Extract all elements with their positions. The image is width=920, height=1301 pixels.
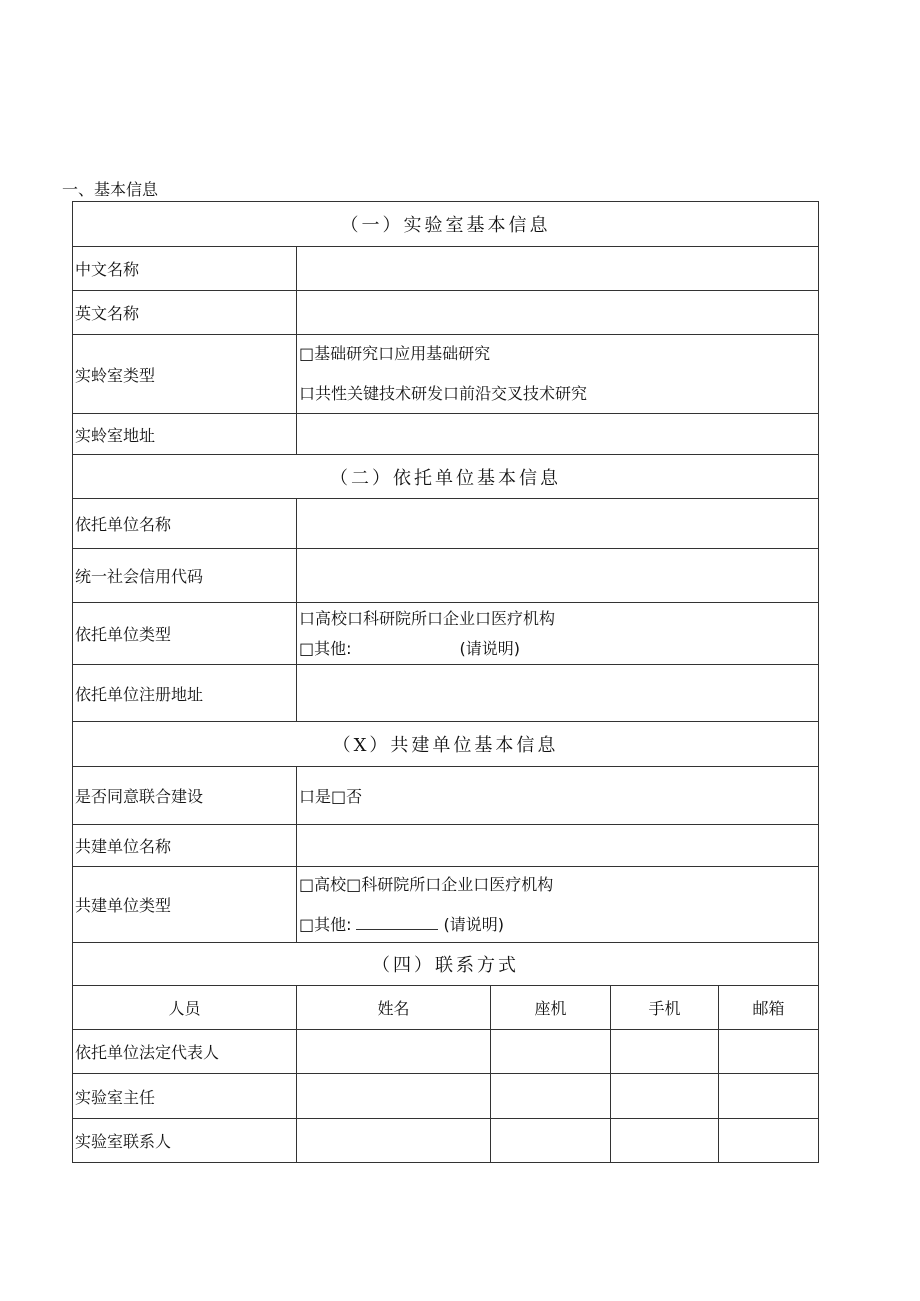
english-name-input[interactable] [297,291,819,335]
field-label: 依托单位注册地址 [73,665,297,722]
header-name: 姓名 [297,986,491,1030]
host-name-input[interactable] [297,499,819,549]
credit-code-input[interactable] [297,549,819,603]
email-cell[interactable] [719,1119,819,1163]
field-label: 共建单位类型 [73,867,297,943]
section-heading: 一、基本信息 [62,180,159,199]
field-label: 实蛉室地址 [73,414,297,455]
co-section-title: （X）共建单位基本信息 [73,722,819,767]
lab-section-title: （一）实验室基本信息 [73,202,819,247]
header-role: 人员 [73,986,297,1030]
host-address-input[interactable] [297,665,819,722]
table-row [73,1030,819,1074]
lab-type-line1[interactable]: □基础研究口应用基础研究 [299,344,491,363]
field-label: 英文名称 [73,291,297,335]
host-type-other[interactable] [299,639,818,659]
other-blank[interactable] [356,915,438,930]
role-label: 实验室联系人 [73,1119,297,1163]
explain-label: (请说明) [459,639,521,658]
explain-label: (请说明) [443,914,505,934]
lab-type-options[interactable] [297,335,819,414]
other-blank[interactable] [356,640,454,654]
joint-build-choice[interactable]: 口是□否 [297,767,819,825]
field-label: 共建单位名称 [73,825,297,867]
mobile-cell[interactable] [611,1074,719,1119]
email-cell[interactable] [719,1030,819,1074]
field-label: 实蛉室类型 [73,335,297,414]
host-type-line1[interactable]: 口高校口科研院所口企业口医疗机构 [299,609,556,628]
co-name-input[interactable] [297,825,819,867]
lab-type-line2[interactable]: 口共性关键技术研发口前沿交叉技术研究 [299,384,588,403]
header-landline: 座机 [491,986,611,1030]
name-cell[interactable] [297,1074,491,1119]
contact-table [72,942,819,1163]
chinese-name-input[interactable] [297,247,819,291]
lab-address-input[interactable] [297,414,819,455]
field-label: 依托单位类型 [73,603,297,665]
host-section-title: （二）依托单位基本信息 [73,455,819,499]
co-type-other[interactable] [299,915,818,935]
landline-cell[interactable] [491,1119,611,1163]
co-type-options[interactable] [297,867,819,943]
contact-section-title: （四）联系方式 [73,943,819,986]
field-label: 是否同意联合建设 [73,767,297,825]
role-label: 依托单位法定代表人 [73,1030,297,1074]
table-row [73,1074,819,1119]
landline-cell[interactable] [491,1074,611,1119]
host-type-options[interactable] [297,603,819,665]
landline-cell[interactable] [491,1030,611,1074]
header-mobile: 手机 [611,986,719,1030]
email-cell[interactable] [719,1074,819,1119]
other-label: □其他: [299,914,352,934]
field-label: 统一社会信用代码 [73,549,297,603]
mobile-cell[interactable] [611,1030,719,1074]
name-cell[interactable] [297,1119,491,1163]
table-row [73,1119,819,1163]
co-type-line1[interactable]: □高校□科研院所口企业口医疗机构 [299,874,554,894]
other-label: □其他: [299,639,352,658]
role-label: 实验室主任 [73,1074,297,1119]
mobile-cell[interactable] [611,1119,719,1163]
field-label: 中文名称 [73,247,297,291]
name-cell[interactable] [297,1030,491,1074]
basic-info-table [72,201,819,943]
field-label: 依托单位名称 [73,499,297,549]
header-email: 邮箱 [719,986,819,1030]
